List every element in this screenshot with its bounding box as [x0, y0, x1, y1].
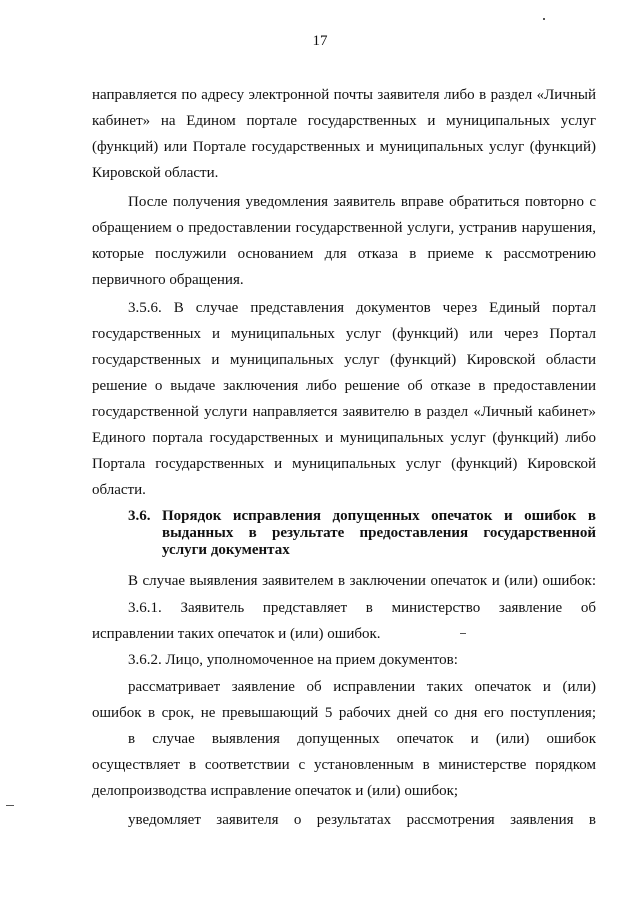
section-number: 3.6.: [128, 508, 151, 524]
body-line: исправлении таких опечаток и (или) ошибок.: [92, 626, 381, 642]
body-line: направляется по адресу электронной почты заявителя либо в раздел «Личный: [92, 87, 596, 103]
body-line: рассматривает заявление об исправлении таких опечаток и (или): [128, 679, 596, 695]
page-number: 17: [312, 33, 328, 49]
scan-speck: [6, 805, 14, 806]
body-line: осуществляет в соответствии с установленным в министерстве порядком: [92, 757, 596, 773]
body-line: Портала государственных и муниципальных услуг (функций) Кировской: [92, 456, 596, 472]
body-line: в случае выявления допущенных опечаток и (или) ошибок: [128, 731, 596, 747]
body-line: области.: [92, 482, 146, 498]
scan-speck: [543, 18, 545, 20]
body-line: 3.6.2. Лицо, уполномоченное на прием документов:: [128, 652, 458, 668]
section-heading-line: Порядок исправления допущенных опечаток и ошибок в: [162, 508, 596, 524]
section-heading-line: выданных в результате предоставления государственной: [162, 525, 596, 541]
body-line: решение о выдаче заключения либо решение об отказе в предоставлении: [92, 378, 596, 394]
body-line: государственных и муниципальных услуг (функций) или через Портал: [92, 326, 596, 342]
body-line: В случае выявления заявителем в заключении опечаток и (или) ошибок:: [128, 573, 596, 589]
body-line: обращением о предоставлении государственной услуги, устранив нарушения,: [92, 220, 596, 236]
body-line: Кировской области.: [92, 165, 219, 181]
body-line: 3.5.6. В случае представления документов через Единый портал: [128, 300, 596, 316]
body-line: ошибок в срок, не превышающий 5 рабочих дней со дня его поступления;: [92, 705, 596, 721]
body-line: которые послужили основанием для отказа в приеме к рассмотрению: [92, 246, 596, 262]
body-line: государственных и муниципальных услуг (функций) Кировской области: [92, 352, 596, 368]
body-line: После получения уведомления заявитель вправе обратиться повторно с: [128, 194, 596, 210]
scan-speck: [460, 633, 466, 634]
body-line: кабинет» на Едином портале государственных и муниципальных услуг: [92, 113, 596, 129]
body-line: уведомляет заявителя о результатах рассмотрения заявления в: [128, 812, 596, 828]
body-line: первичного обращения.: [92, 272, 244, 288]
body-line: государственной услуги направляется заявителю в раздел «Личный кабинет»: [92, 404, 596, 420]
body-line: (функций) или Портале государственных и муниципальных услуг (функций): [92, 139, 596, 155]
body-line: делопроизводства исправление опечаток и (или) ошибок;: [92, 783, 459, 799]
body-line: 3.6.1. Заявитель представляет в министерство заявление об: [128, 600, 596, 616]
body-line: Единого портала государственных и муниципальных услуг (функций) либо: [92, 430, 596, 446]
section-heading-line: услуги документах: [162, 542, 290, 558]
